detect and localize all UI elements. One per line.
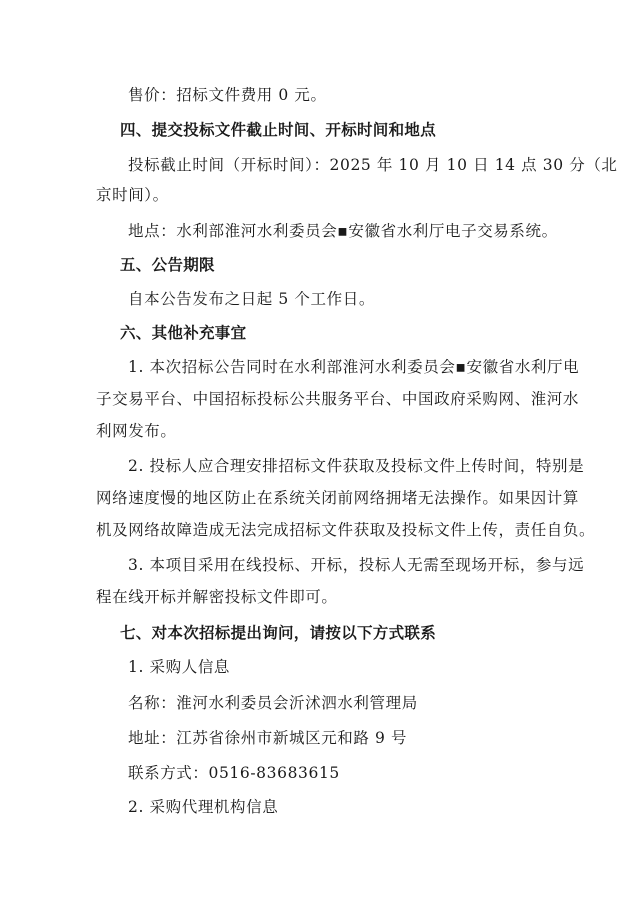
buyer-name-line: 名称：淮河水利委员会沂沭泗水利管理局 <box>128 694 418 712</box>
section-heading-5: 五、公告期限 <box>120 256 215 274</box>
section-heading-4: 四、提交投标文件截止时间、开标时间和地点 <box>120 121 437 139</box>
deadline-line-1: 投标截止时间（开标时间）：2025 年 10 月 10 日 14 点 30 分（北 <box>128 156 618 174</box>
item-3-line-1: 3. 本项目采用在线投标、开标，投标人无需至现场开标，参与远 <box>128 556 585 574</box>
item-3-line-2: 程在线开标并解密投标文件即可。 <box>96 588 338 606</box>
item-1-line-2: 子交易平台、中国招标投标公共服务平台、中国政府采购网、淮河水 <box>96 390 580 408</box>
item-2-line-2: 网络速度慢的地区防止在系统关闭前网络拥堵无法操作。如果因计算 <box>96 489 580 507</box>
section-heading-7: 七、对本次招标提出询问，请按以下方式联系 <box>120 624 437 642</box>
buyer-info-label: 1. 采购人信息 <box>128 658 231 676</box>
deadline-line-2: 京时间）。 <box>96 186 169 204</box>
buyer-address-line: 地址：江苏省徐州市新城区元和路 9 号 <box>128 729 408 747</box>
item-2-line-3: 机及网络故障造成无法完成招标文件获取及投标文件上传，责任自负。 <box>96 521 596 539</box>
location-line: 地点：水利部淮河水利委员会▪安徽省水利厅电子交易系统。 <box>128 222 558 240</box>
agency-info-label: 2. 采购代理机构信息 <box>128 798 279 816</box>
item-2-line-1: 2. 投标人应合理安排招标文件获取及投标文件上传时间，特别是 <box>128 457 585 475</box>
section-heading-6: 六、其他补充事宜 <box>120 324 247 342</box>
item-1-line-3: 利网发布。 <box>96 422 177 440</box>
buyer-contact-line: 联系方式：0516-83683615 <box>128 764 340 782</box>
item-1-line-1: 1. 本次招标公告同时在水利部淮河水利委员会▪安徽省水利厅电 <box>128 358 580 376</box>
notice-period-line: 自本公告发布之日起 5 个工作日。 <box>128 290 375 308</box>
price-line: 售价：招标文件费用 0 元。 <box>128 86 327 104</box>
